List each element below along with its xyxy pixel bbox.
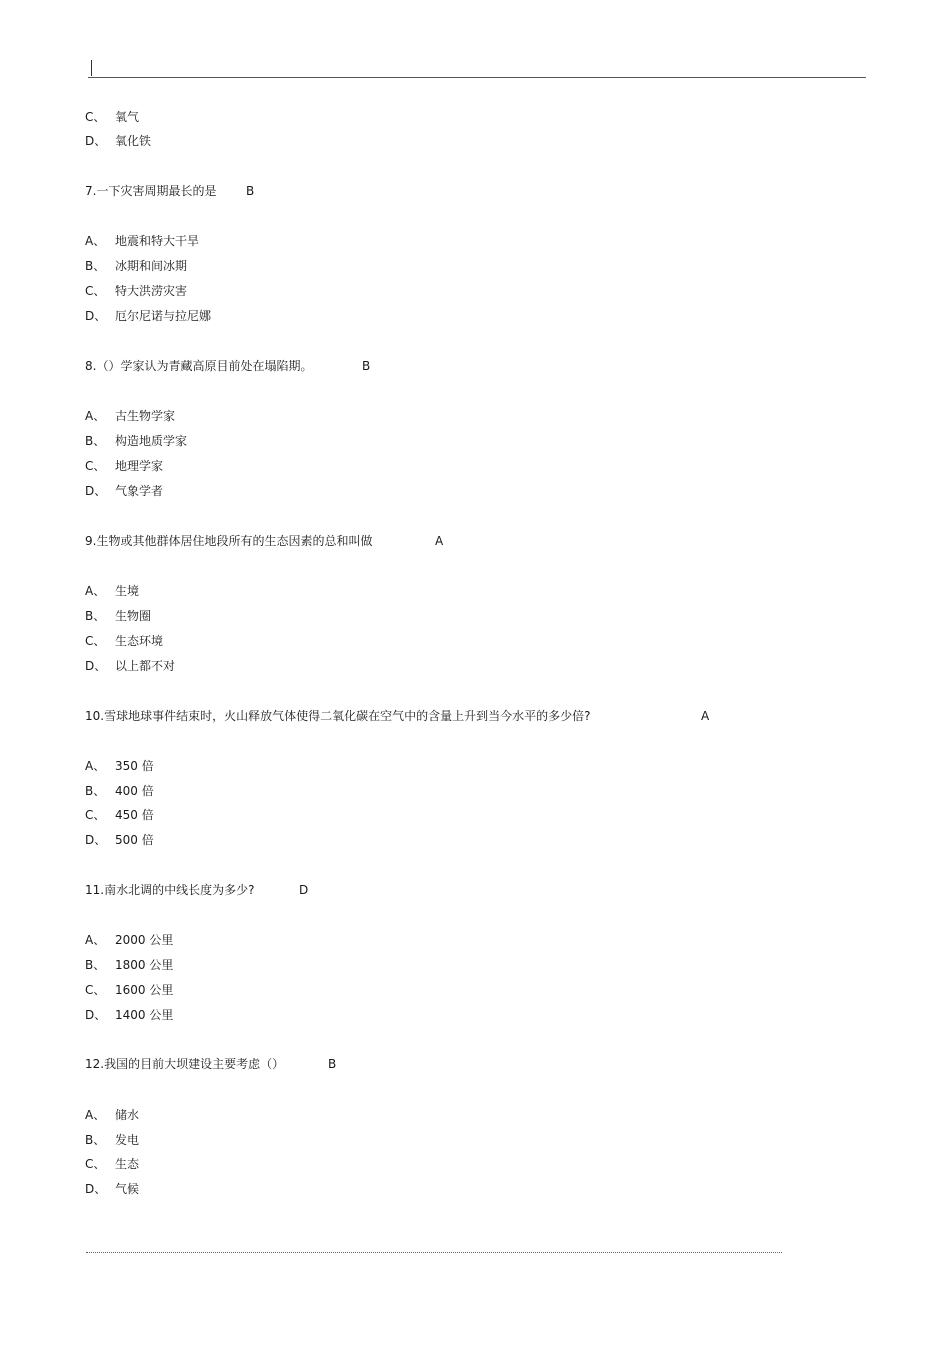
header-tick — [91, 60, 92, 76]
footer-dotted-rule — [86, 1252, 782, 1253]
option-letter: C、 — [85, 1157, 106, 1171]
answer-key: D — [299, 883, 309, 897]
option-row — [85, 284, 187, 298]
option-text: 地理学家 — [115, 459, 164, 473]
option-text: 古生物学家 — [115, 409, 176, 423]
option-letter: D、 — [85, 659, 107, 673]
question-stem: 8.（）学家认为青藏高原目前处在塌陷期。 — [85, 359, 313, 373]
question-stem: 10.雪球地球事件结束时，火山释放气体使得二氧化碳在空气中的含量上升到当今水平的多少倍? — [85, 709, 591, 723]
option-letter: D、 — [85, 484, 107, 498]
option-letter: C、 — [85, 983, 106, 997]
option-row — [85, 808, 154, 822]
option-letter: C、 — [85, 634, 106, 648]
option-text: 气象学者 — [115, 484, 164, 498]
option-text: 氧气 — [115, 110, 140, 124]
option-row — [85, 234, 199, 248]
option-letter: B、 — [85, 784, 106, 798]
option-letter: D、 — [85, 833, 107, 847]
option-text: 构造地质学家 — [115, 434, 188, 448]
option-row — [85, 833, 154, 847]
option-text: 1800 公里 — [115, 958, 174, 972]
option-letter: A、 — [85, 409, 106, 423]
option-letter: A、 — [85, 1108, 106, 1122]
option-text: 地震和特大干旱 — [115, 234, 200, 248]
option-text: 1600 公里 — [115, 983, 174, 997]
answer-key: B — [246, 184, 255, 198]
answer-key: B — [362, 359, 371, 373]
option-letter: D、 — [85, 1008, 107, 1022]
option-row — [85, 434, 187, 448]
option-text: 500 倍 — [115, 833, 154, 847]
option-letter: B、 — [85, 609, 106, 623]
option-text: 特大洪涝灾害 — [115, 284, 188, 298]
option-text: 生物圈 — [115, 609, 152, 623]
option-text: 冰期和间冰期 — [115, 259, 188, 273]
option-text: 生态 — [115, 1157, 140, 1171]
option-letter: C、 — [85, 284, 106, 298]
option-text: 生态环境 — [115, 634, 164, 648]
answer-key: B — [328, 1057, 337, 1071]
option-row — [85, 409, 175, 423]
option-letter: D、 — [85, 134, 107, 148]
option-row — [85, 958, 173, 972]
question-stem: 7.一下灾害周期最长的是 — [85, 184, 217, 198]
option-text: 氧化铁 — [115, 134, 152, 148]
option-letter: D、 — [85, 309, 107, 323]
option-row — [85, 259, 187, 273]
option-row — [85, 609, 151, 623]
option-row — [85, 459, 163, 473]
option-row — [85, 634, 163, 648]
option-text: 2000 公里 — [115, 933, 174, 947]
option-text: 1400 公里 — [115, 1008, 174, 1022]
question-stem: 9.生物或其他群体居住地段所有的生态因素的总和叫做 — [85, 534, 373, 548]
option-row — [85, 759, 154, 773]
answer-key: A — [435, 534, 444, 548]
option-text: 发电 — [115, 1133, 140, 1147]
question-stem: 11.南水北调的中线长度为多少? — [85, 883, 255, 897]
option-row — [85, 784, 154, 798]
option-row — [85, 584, 139, 598]
option-text: 400 倍 — [115, 784, 154, 798]
option-row — [85, 983, 173, 997]
option-row — [85, 110, 139, 124]
option-row — [85, 1157, 139, 1171]
option-letter: B、 — [85, 958, 106, 972]
option-letter: A、 — [85, 933, 106, 947]
option-text: 气候 — [115, 1182, 140, 1196]
option-text: 储水 — [115, 1108, 140, 1122]
option-row — [85, 933, 173, 947]
option-row — [85, 484, 163, 498]
option-letter: A、 — [85, 759, 106, 773]
option-row — [85, 1133, 139, 1147]
option-row — [85, 659, 175, 673]
header-rule — [88, 77, 866, 78]
option-letter: B、 — [85, 259, 106, 273]
option-letter: B、 — [85, 1133, 106, 1147]
option-letter: A、 — [85, 584, 106, 598]
option-row — [85, 134, 151, 148]
option-letter: D、 — [85, 1182, 107, 1196]
option-text: 450 倍 — [115, 808, 154, 822]
option-letter: C、 — [85, 459, 106, 473]
question-stem: 12.我国的目前大坝建设主要考虑（） — [85, 1057, 285, 1071]
option-text: 生境 — [115, 584, 140, 598]
option-text: 以上都不对 — [115, 659, 176, 673]
option-text: 350 倍 — [115, 759, 154, 773]
option-letter: A、 — [85, 234, 106, 248]
option-letter: B、 — [85, 434, 106, 448]
option-row — [85, 1182, 139, 1196]
option-letter: C、 — [85, 808, 106, 822]
option-letter: C、 — [85, 110, 106, 124]
option-row — [85, 1008, 173, 1022]
option-row — [85, 1108, 139, 1122]
option-row — [85, 309, 211, 323]
option-text: 厄尔尼诺与拉尼娜 — [115, 309, 212, 323]
answer-key: A — [701, 709, 710, 723]
